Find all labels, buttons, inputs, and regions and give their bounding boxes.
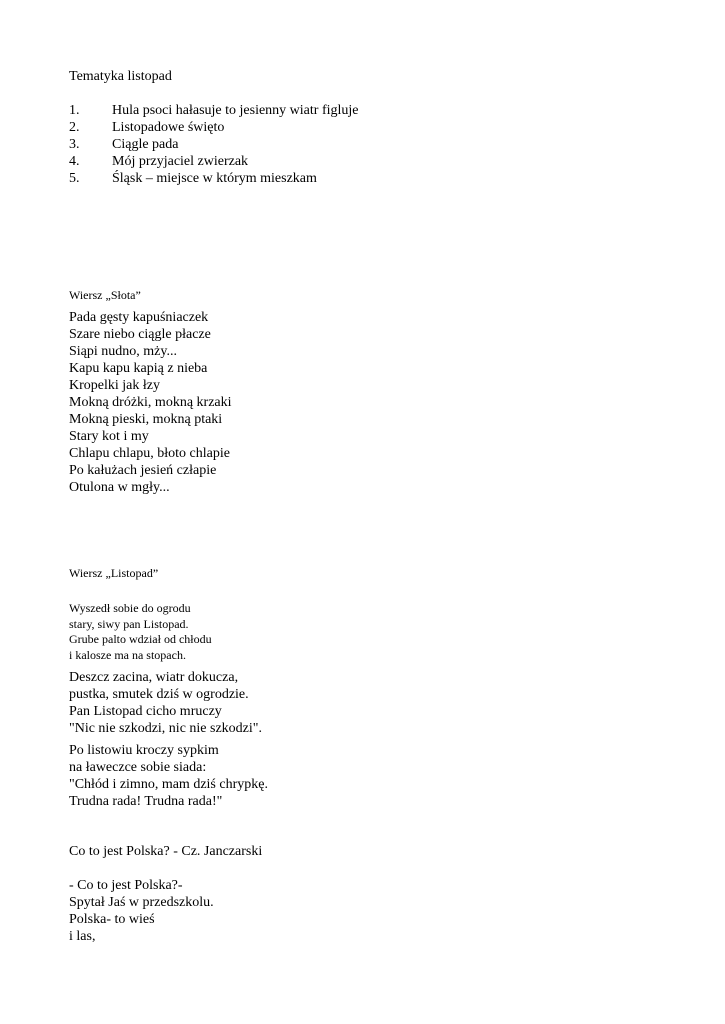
poem-line: na ławeczce sobie siada: bbox=[69, 760, 207, 775]
poem-line: stary, siwy pan Listopad. bbox=[69, 616, 189, 631]
list-item-text: Ciągle pada bbox=[112, 137, 179, 152]
poem-line: pustka, smutek dziś w ogrodzie. bbox=[69, 687, 249, 702]
list-item-number: 5. bbox=[69, 171, 80, 186]
list-item-number: 2. bbox=[69, 120, 80, 135]
poem-line: Siąpi nudno, mży... bbox=[69, 344, 177, 359]
poem-line: Pan Listopad cicho mruczy bbox=[69, 704, 222, 719]
poem-line: i las, bbox=[69, 929, 96, 944]
poem-line: - Co to jest Polska?- bbox=[69, 878, 183, 893]
poem-line: Po listowiu kroczy sypkim bbox=[69, 743, 219, 758]
list-item-text: Mój przyjaciel zwierzak bbox=[112, 154, 249, 169]
poem-line: Otulona w mgły... bbox=[69, 480, 170, 495]
poem-line: Polska- to wieś bbox=[69, 912, 155, 927]
poem-line: Wyszedł sobie do ogrodu bbox=[69, 601, 191, 615]
poem-listopad-stanza-2 bbox=[69, 669, 262, 737]
list-item bbox=[69, 136, 359, 153]
poem-polska-title: Co to jest Polska? - Cz. Janczarski bbox=[69, 844, 263, 859]
poem-line: Deszcz zacina, wiatr dokucza, bbox=[69, 670, 239, 685]
poem-line: "Nic nie szkodzi, nic nie szkodzi". bbox=[69, 721, 262, 736]
poem-line: Trudna rada! Trudna rada!" bbox=[69, 794, 223, 809]
list-item bbox=[69, 102, 359, 119]
list-item bbox=[69, 119, 359, 136]
poem-line: Szare niebo ciągle płacze bbox=[69, 327, 211, 342]
list-item-number: 3. bbox=[69, 137, 80, 152]
poem-line: Kapu kapu kapią z nieba bbox=[69, 361, 208, 376]
poem-listopad-title: Wiersz „Listopad” bbox=[69, 566, 159, 580]
poem-line: Chlapu chlapu, błoto chlapie bbox=[69, 446, 230, 461]
poem-line: Kropelki jak łzy bbox=[69, 378, 160, 393]
poem-line: Grube palto wdział od chłodu bbox=[69, 632, 212, 646]
poem-line: Mokną pieski, mokną ptaki bbox=[69, 412, 223, 427]
list-item-text: Hula psoci hałasuje to jesienny wiatr figluje bbox=[112, 103, 359, 118]
poem-slota-body bbox=[69, 309, 232, 496]
list-item-text: Listopadowe święto bbox=[112, 120, 225, 135]
poem-line: "Chłód i zimno, mam dziś chrypkę. bbox=[69, 777, 268, 792]
list-item bbox=[69, 170, 359, 187]
topic-title: Tematyka listopad bbox=[69, 69, 172, 84]
list-item-text: Śląsk – miejsce w którym mieszkam bbox=[112, 171, 317, 186]
poem-line: i kalosze ma na stopach. bbox=[69, 647, 186, 662]
poem-line: Pada gęsty kapuśniaczek bbox=[69, 310, 209, 325]
poem-listopad-stanza-1 bbox=[69, 601, 212, 663]
list-item bbox=[69, 153, 359, 170]
poem-line: Stary kot i my bbox=[69, 429, 149, 444]
list-item-number: 4. bbox=[69, 154, 80, 169]
poem-slota-title: Wiersz „Słota” bbox=[69, 288, 141, 302]
poem-listopad-stanza-3 bbox=[69, 742, 268, 810]
poem-polska-body bbox=[69, 877, 214, 945]
topic-list bbox=[69, 102, 359, 187]
poem-line: Po kałużach jesień człapie bbox=[69, 463, 217, 478]
list-item-number: 1. bbox=[69, 103, 80, 118]
poem-line: Spytał Jaś w przedszkolu. bbox=[69, 895, 214, 910]
poem-line: Mokną dróżki, mokną krzaki bbox=[69, 395, 232, 410]
